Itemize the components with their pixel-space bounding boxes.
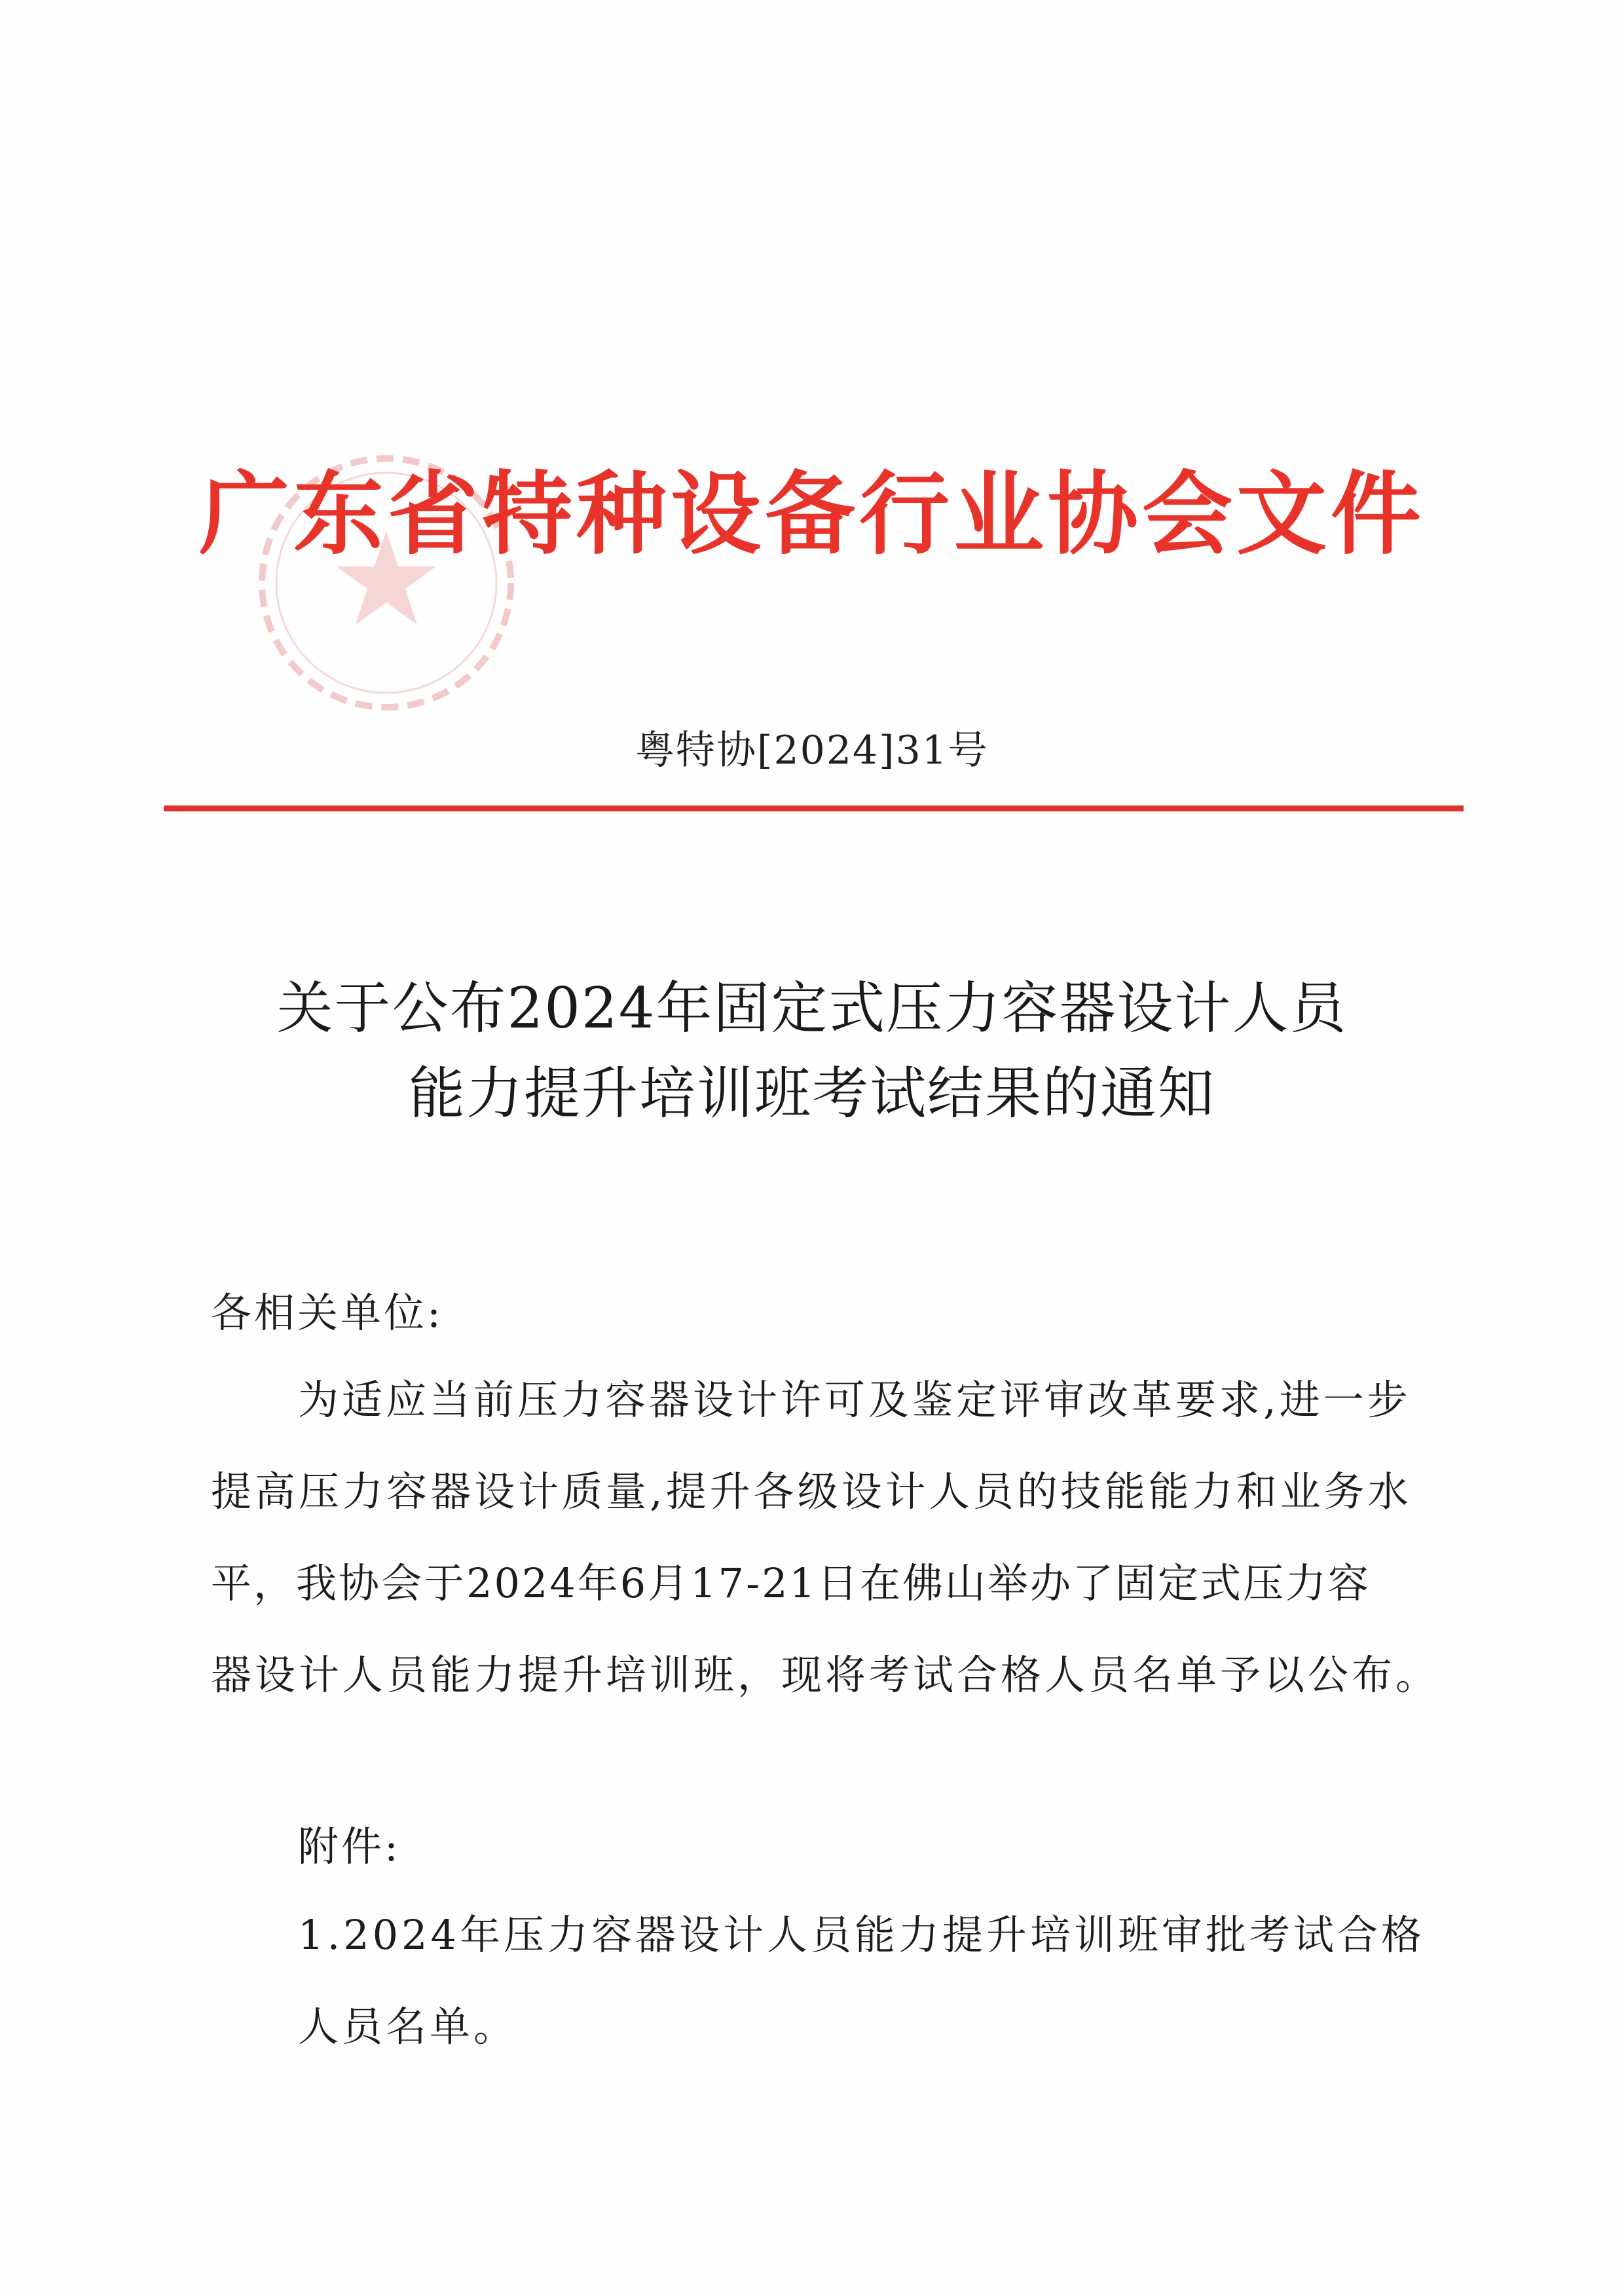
notice-title-line-1: 关于公布2024年固定式压力容器设计人员 xyxy=(276,976,1348,1041)
body-paragraph-line: 为适应当前压力容器设计许可及鉴定评审改革要求,进一步 xyxy=(298,1376,1411,1424)
attachments-label: 附件: xyxy=(298,1823,401,1870)
body-paragraph-line: 提高压力容器设计质量,提升各级设计人员的技能能力和业务水 xyxy=(211,1468,1412,1515)
attachment-item-line: 1.2024年压力容器设计人员能力提升培训班审批考试合格 xyxy=(298,1911,1425,1959)
organization-header-title: 广东省特种设备行业协会文件 xyxy=(198,460,1425,567)
document-number: 粤特协[2024]31号 xyxy=(635,728,989,773)
body-paragraph-line: 平，我协会于2024年6月17-21日在佛山举办了固定式压力容 xyxy=(211,1559,1371,1607)
attachment-item-line: 人员名单。 xyxy=(298,2003,518,2050)
salutation: 各相关单位: xyxy=(211,1289,443,1337)
red-divider-rule xyxy=(164,805,1464,811)
notice-title-line-2: 能力提升培训班考试结果的通知 xyxy=(409,1061,1215,1126)
body-paragraph-line: 器设计人员能力提升培训班，现将考试合格人员名单予以公布。 xyxy=(211,1651,1440,1699)
